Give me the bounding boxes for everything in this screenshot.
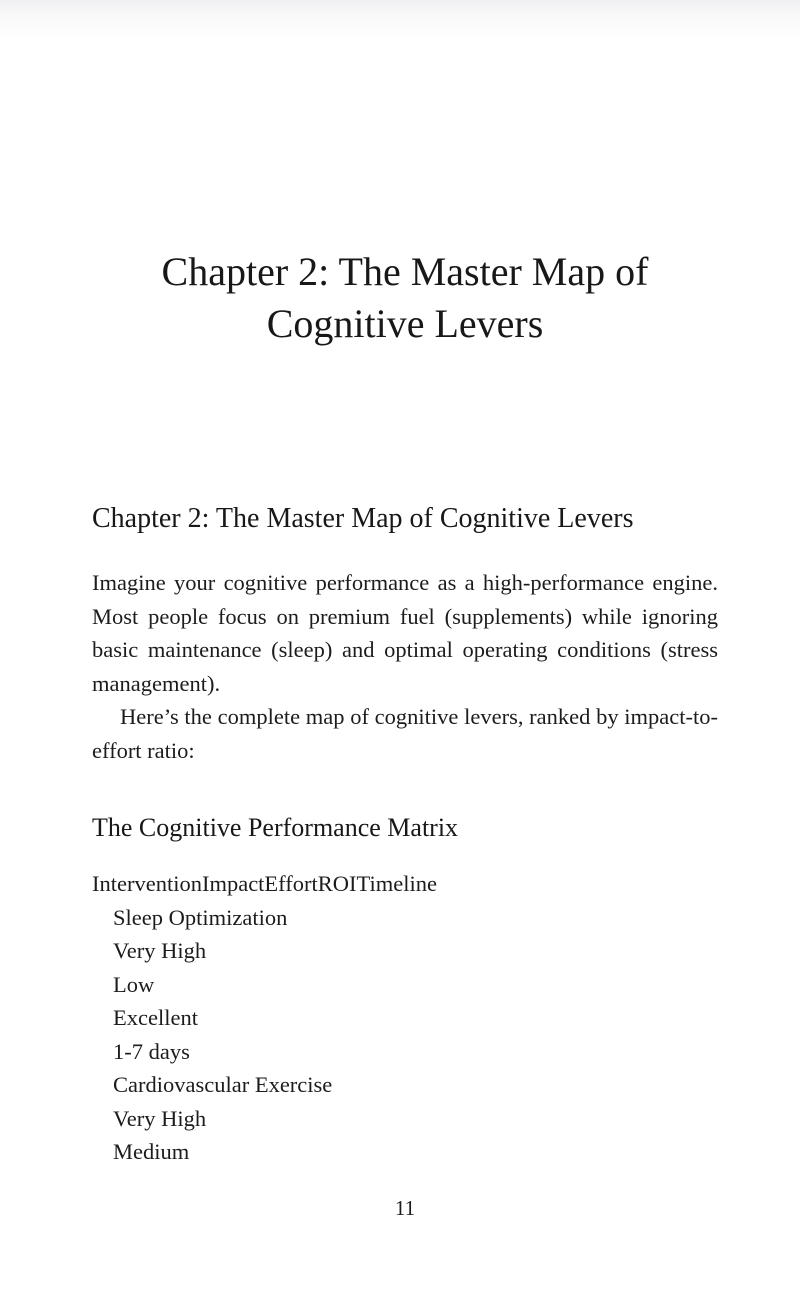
text-line: 1-7 days xyxy=(113,1038,190,1064)
matrix-table-text xyxy=(92,867,718,1169)
matrix-merged-header: InterventionImpactEffortROITimeline xyxy=(92,871,437,896)
chapter-title xyxy=(92,246,718,350)
body-paragraph-2: Here’s the complete map of cognitive levers, ranked by impact-to-effort ratio: xyxy=(92,704,718,763)
text-line: Chapter 2: The Master Map of xyxy=(161,249,649,294)
text-line: Cardiovascular Exercise xyxy=(113,1072,333,1097)
page-number: 11 xyxy=(394,1195,416,1220)
text-line: Low xyxy=(113,971,155,997)
section-heading: Chapter 2: The Master Map of Cognitive Levers xyxy=(92,503,634,534)
page-content xyxy=(92,0,718,1223)
text-line: Sleep Optimization xyxy=(113,904,288,930)
matrix-rows xyxy=(92,901,718,1169)
text-line: Very High xyxy=(113,938,207,963)
matrix-subheading: The Cognitive Performance Matrix xyxy=(92,813,459,842)
text-line: Excellent xyxy=(113,1005,198,1030)
text-line: Very High xyxy=(113,1105,207,1131)
text-line: Cognitive Levers xyxy=(266,301,544,346)
body-paragraph-1: Imagine your cognitive performance as a high-performance engine. Most people focus on premium fuel (supplements) while ignoring basic maintenance (sleep) and optimal operating conditions (stress management). xyxy=(92,570,718,696)
text-line: Medium xyxy=(113,1139,190,1164)
